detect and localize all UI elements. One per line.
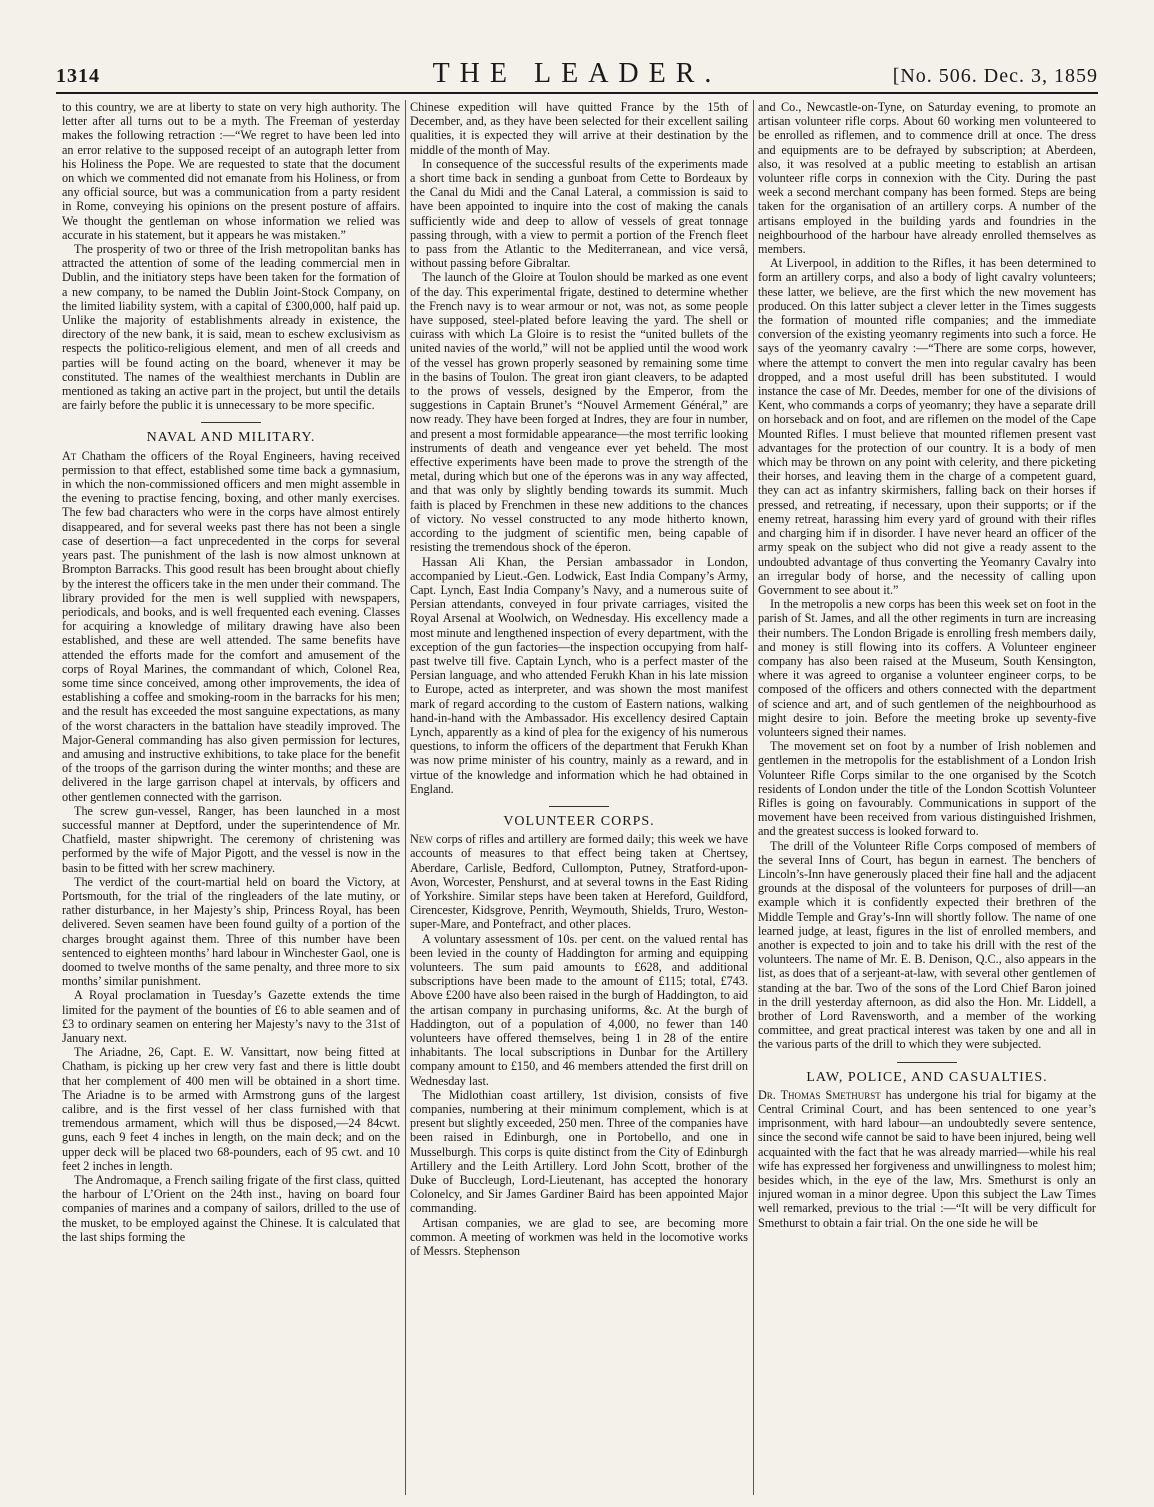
page-number: 1314 <box>56 65 100 87</box>
section-divider <box>549 806 609 807</box>
paragraph: At Liverpool, in addition to the Rifles, it has been determined to form an artillery corps, and also a body of light cavalry volunteers; these latter, we believe, are the first which the new movement has produced. On this latter subject a clever letter in the Times suggests the formation of mounted rifle companies; and the immediate conversion of the existing yeomanry regiments into such a force. He says of the yeomanry cavalry :—“There are some corps, however, where the attempt to convert the men into regular cavalry has been dropped, and a most useful drill has been substituted. I would instance the case of Mr. Deedes, member for one of the divisions of Kent, who commands a corps of yeomanry; they have a separate drill on horseback and on foot, and are riflemen on the model of the Cape Mounted Rifles. I must believe that mounted riflemen present vast advantages for the protection of our country. It is a body of men which may be thrown on any point with celerity, and there picketing their horses, and leaving them in the charge of a competent guard, they can act as infantry skirmishers, falling back on their horses if pressed, and retreating, if necessary, upon their supports; or if the enemy retreat, harassing him every yard of ground with their rifles and charging him if in disorder. I have never heard an officer of the army speak on the subject who did not give a ready assent to the undoubted advantage of thus converting the Yeomanry Cavalry into an irregular body of horse, and the necessity of calling upon Government to see about it.” <box>758 256 1096 597</box>
paragraph: The Midlothian coast artillery, 1st division, consists of five companies, numbering at their minimum complement, which is at present but slightly exceeded, 250 men. Three of the companies have been raised in Edinburgh, one in Portobello, and one in Musselburgh. This corps is quite distinct from the City of Edinburgh Artillery and the Leith Artillery. Lord John Scott, brother of the Duke of Buccleugh, Lord-Lieutenant, has accepted the honorary Colonelcy, and Sir James Gardiner Baird has been appointed Major commanding. <box>410 1087 748 1216</box>
paragraph: to this country, we are at liberty to state on very high authority. The letter after all turns out to be a myth. The Freeman of yesterday makes the following retraction :—“We regret to have been led into an error relative to the supposed receipt of an autograph letter from his Holiness the Pope. We are requested to state that the document on which we commented did not emanate from his Holiness, or from any official source, but was a communication from a party resident in Rome, conveying his opinions on the present posture of affairs. We thought the gentleman on whose information we relied was accurate in his statement, but it appears he was mistaken.” <box>62 100 400 242</box>
paragraph: The screw gun-vessel, Ranger, has been launched in a most successful manner at Deptford, under the superintendence of Mr. Chatfield, master shipwright. The ceremony of christening was performed by the wife of Major Pigott, and the vessel is now in the basin to be fitted with her screw machinery. <box>62 803 400 875</box>
paragraph: The Andromaque, a French sailing frigate of the first class, quitted the harbour of L’Orient on the 24th inst., having on board four companies of marines and a company of sailors, drilled to the use of the musket, to be employed against the Chinese. It is calculated that the last ships forming the <box>62 1173 400 1244</box>
column-divider <box>405 100 406 1495</box>
column-3 <box>758 100 1096 1495</box>
paragraph: Chinese expedition will have quitted France by the 15th of December, and, as they have been selected for their excellent sailing qualities, it is expected they will arrive at their destination by the middle of the month of May. <box>410 100 748 157</box>
paragraph-text: Chatham the officers of the Royal Engineers, having received permission to that effect, established some time back a gymnasium, in which the non-commissioned officers and men might assemble in the evening to practise fencing, boxing, and other manly exercises. The few bad characters who were in the corps have almost entirely disappeared, and for several weeks past there has not been a single case of desertion—a fact unprecedented in the corps for several years past. The punishment of the lash is now almost unknown at Brompton Barracks. This good result has been brought about chiefly by the interest the officers take in the men under their command. The library provided for the men is well supplied with newspapers, periodicals, and books, and is well frequented each evening. Classes for acquiring a knowledge of military drawing have also been established, and these are well attended. The same benefits have attended the efforts made for the comfort and amusement of the corps of Royal Marines, the commandant of which, Colonel Rea, some time since conceived, among other improvements, the idea of establishing a coffee and smoking-room in the barracks for his men; and the result has exceeded the most sanguine expectations, as many of the worst characters in the battalion have steadily improved. The Major-General commanding has also given permission for lectures, and amusing and instructive exhibitions, to take place for the benefit of the troops of the garrison during the winter months; and these are delivered in the large garrison chapel at intervals, by officers and other gentlemen connected with the garrison. <box>62 448 400 804</box>
paragraph <box>758 1088 1096 1230</box>
paragraph <box>410 832 748 931</box>
newspaper-title: THE LEADER. <box>432 58 722 89</box>
paragraph: Hassan Ali Khan, the Persian ambassador in London, accompanied by Lieut.-Gen. Lodwick, East India Company’s Army, Capt. Lynch, East India Company’s Navy, and a numerous suite of Persian attendants, conveyed in four private carriages, visited the Royal Arsenal at Woolwich, on Wednesday. His excellency made a most minute and lengthened inspection of every department, with the exception of the gun factories—the inspection occupying from half-past twelve till five. Captain Lynch, who is a perfect master of the Persian language, and who attended Ferukh Khan in his late mission to Europe, acted as interpreter, and was shown the most manifest mark of regard according to the custom of Eastern nations, walking hand-in-hand with the Ambassador. His excellency desired Captain Lynch, apparently as a kind of plea for the exigency of his numerous questions, to inform the officers of the department that Ferukh Khan was now prime minister of his country, mainly as a reward, and in virtue of the knowledge and information which he had obtained in England. <box>410 554 748 796</box>
section-divider <box>201 422 261 423</box>
paragraph: In the metropolis a new corps has been this week set on foot in the parish of St. James, and all the other regiments in turn are increasing their numbers. The London Brigade is enrolling fresh members daily, and money is still flowing into its coffers. A Volunteer engineer company has also been raised at the Museum, South Kensington, where it was agreed to organise a volunteer engineer corps, to be composed of the officers and others connected with the department of science and art, and of such gentlemen of the neighbourhood as might desire to join. Before the meeting broke up seventy-five volunteers signed their names. <box>758 597 1096 739</box>
paragraph: In consequence of the successful results of the experiments made a short time back in sending a gunboat from Cette to Bordeaux by the Canal du Midi and the Canal Lateral, a commission is said to have been appointed to inquire into the cost of making the canals sufficiently wide and deep to allow of vessels of great tonnage passing through, with a view to permit a portion of the French fleet to pass from the Atlantic to the Mediterranean, and vice versâ, without passing before Gibraltar. <box>410 156 748 271</box>
paragraph: The movement set on foot by a number of Irish noblemen and gentlemen in the metropolis for the establishment of a London Irish Volunteer Rifle Corps similar to the one organised by the Scotch residents of London under the title of the London Scottish Volunteer Rifles is going on favourably. Communications in support of the movement have been received from various distinguished Irishmen, and the greatest success is looked forward to. <box>758 739 1096 839</box>
paragraph: The prosperity of two or three of the Irish metropolitan banks has attracted the attention of some of the leading commercial men in Dublin, and the initiatory steps have been taken for the formation of a new company, to be named the Dublin Joint-Stock Company, on the limited liability system, with a capital of £300,000, half paid up. Unlike the majority of establishments already in existence, the directory of the new bank, it is said, mean to eschew exclusivism as respects the politico-religious element, and men of all creeds and parties will be found acting on the board, whenever it may be constituted. The names of the wealthiest merchants in Dublin are mentioned as taking an active part in the project, but until the details are fairly before the public it is unnecessary to be more specific. <box>62 242 400 413</box>
column-2 <box>410 100 748 1495</box>
paragraph <box>62 449 400 804</box>
paragraph-text: corps of rifles and artillery are formed daily; this week we have accounts of measures to that effect being taken at Chertsey, Aberdare, Carlisle, Bedford, Cullompton, Putney, Stratford-upon-Avon, Worcester, Penshurst, and at several towns in the East Riding of Yorkshire. Similar steps have been taken at Hereford, Guildford, Cirencester, Kidsgrove, Penrith, Weymouth, Shields, Truro, Weston-super-Mare, and Pontefract, and other places. <box>410 832 748 932</box>
column-divider <box>753 100 754 1495</box>
paragraph: A Royal proclamation in Tuesday’s Gazette extends the time limited for the payment of the bounties of £6 to able seamen and of £3 to ordinary seamen on entering her Majesty’s navy to the 31st of January next. <box>62 988 400 1045</box>
paragraph: and Co., Newcastle-on-Tyne, on Saturday evening, to promote an artisan volunteer rifle corps. About 60 working men volunteered to be enrolled as riflemen, and to commence drill at once. The dress and equipments are to be defrayed by subscription; at Aberdeen, also, it was resolved at a public meeting to establish an artisan volunteer rifle corps in connexion with the City. During the past week a second merchant company has been formed. Steps are being taken for the organisation of an artillery corps. A number of the artisans employed in the building yards and foundries in the neighbourhood of the harbour have already enrolled themselves as members. <box>758 100 1096 257</box>
section-heading-law-police: LAW, POLICE, AND CASUALTIES. <box>806 1069 1048 1085</box>
article-columns <box>62 100 1096 1495</box>
paragraph: The Ariadne, 26, Capt. E. W. Vansittart, now being fitted at Chatham, is picking up her crew very fast and there is little doubt that her complement of 400 men will be obtained in a short time. The Ariadne is to be armed with Armstrong guns of the largest calibre, and is the first vessel of her class furnished with that tremendous armament, which will thus be disposed,—24 84cwt. guns, each 9 feet 4 inches in length, on the main deck; and on the upper deck will be placed two 68-pounders, each of 95 cwt. and 10 feet 2 inches in length. <box>62 1045 400 1173</box>
lead-word: At <box>62 448 77 463</box>
section-heading-naval-military: NAVAL AND MILITARY. <box>146 430 316 446</box>
paragraph: A voluntary assessment of 10s. per cent. on the valued rental has been levied in the county of Haddington for arming and equipping volunteers. The sum paid amounts to £628, and additional subscriptions have been made to the amount of £115; total, £743. Above £200 have also been raised in the burgh of Haddington, to aid the artisan company in purchasing uniforms, &c. At the burgh of Haddington, out of a population of 4,000, no fewer than 140 volunteers have offered themselves, being 1 in 28 of the entire inhabitants. The local subscriptions in Dunbar for the Artillery company amount to £150, and 46 members attended the first drill on Wednesday last. <box>410 931 748 1088</box>
column-1 <box>62 100 400 1495</box>
section-heading-volunteer-corps: VOLUNTEER CORPS. <box>503 813 655 829</box>
lead-word: Dr. Thomas Smethurst <box>758 1087 881 1102</box>
paragraph: The launch of the Gloire at Toulon should be marked as one event of the day. This experimental frigate, destined to determine whether the French navy is to wear armour or not, was not, as some people have supposed, steel-plated before leaving the yard. The shell or cuirass with which La Gloire is to resist the “united bullets of the united navies of the world,” will not be applied until the wood work of the vessel has grown properly seasoned by remaining some time in the basins of Toulon. The great iron giant cleavers, to be adapted to the prows of vessels, designed by the Emperor, from the suggestions in Captain Brunet’s “Nouvel Armement Général,” are now ready. They have been forged at Indres, they are four in number, and present a most formidable appearance—the most terrific looking instruments of death and vengeance ever yet beheld. The most effective experiments have been made to prove the strength of the metal, during which but one of the éperons was in any way affected, and that was only by slightly bending towards its summit. Much faith is placed by Frenchmen in these new additions to the chances of victory. No vessel constructed to any mode hitherto known, according to the judgment of scientific men, being capable of resisting the tremendous shock of the éperon. <box>410 270 748 555</box>
issue-date: [No. 506. Dec. 3, 1859 <box>892 65 1098 87</box>
masthead <box>56 58 1098 94</box>
section-divider <box>897 1062 957 1063</box>
paragraph: Artisan companies, we are glad to see, are becoming more common. A meeting of workmen was held in the locomotive works of Messrs. Stephenson <box>410 1215 748 1259</box>
paragraph: The drill of the Volunteer Rifle Corps composed of members of the several Inns of Court, has begun in earnest. The benchers of Lincoln’s-Inn have generously placed their fine hall and the adjacent grounds at the disposal of the volunteers for purposes of drill—an example which it is confidently expected their brethren of the Middle Temple and Gray’s-Inn will shortly follow. The name of one learned judge, at least, figures in the list of enrolled members, and another is expected to join and to take his drill with the rest of the volunteers. The name of Mr. E. B. Denison, Q.C., also appears in the list, as does that of a serjeant-at-law, with several other gentlemen of standing at the bar. Two of the sons of the Lord Chief Baron joined in the drill yesterday afternoon, as did also the Hon. Mr. Liddell, a brother of Lord Ravensworth, and a member of the working committee, and great practical interest was taken by one and all in the various parts of the drill to which they were subjected. <box>758 838 1096 1052</box>
lead-word: New <box>410 832 433 847</box>
paragraph-text: has undergone his trial for bigamy at the Central Criminal Court, and has been sentenced to one year’s imprisonment, with hard labour—an undoubtedly severe sentence, since the second wife cannot be said to have been injured, being well acquainted with the fact that he was already married—while his real wife has expressed her forgiveness and unwillingness to molest him; besides which, in the eye of the law, Mrs. Smethurst is only an injured woman in a minor degree. Upon this subject the Law Times well remarked, previous to the trial :—“It will be very difficult for Smethurst to obtain a fair trial. On the one side he will be <box>758 1087 1096 1230</box>
paragraph: The verdict of the court-martial held on board the Victory, at Portsmouth, for the trial of the ringleaders of the late mutiny, or rather disturbance, in her Majesty’s ship, Princess Royal, has been delivered. Seven seamen have been found guilty of a portion of the charges brought against them. Three of this number have been sentenced to eighteen months’ hard labour in Winchester Gaol, one is doomed to twelve months of the same penalty, and three more to six months’ similar punishment. <box>62 874 400 989</box>
